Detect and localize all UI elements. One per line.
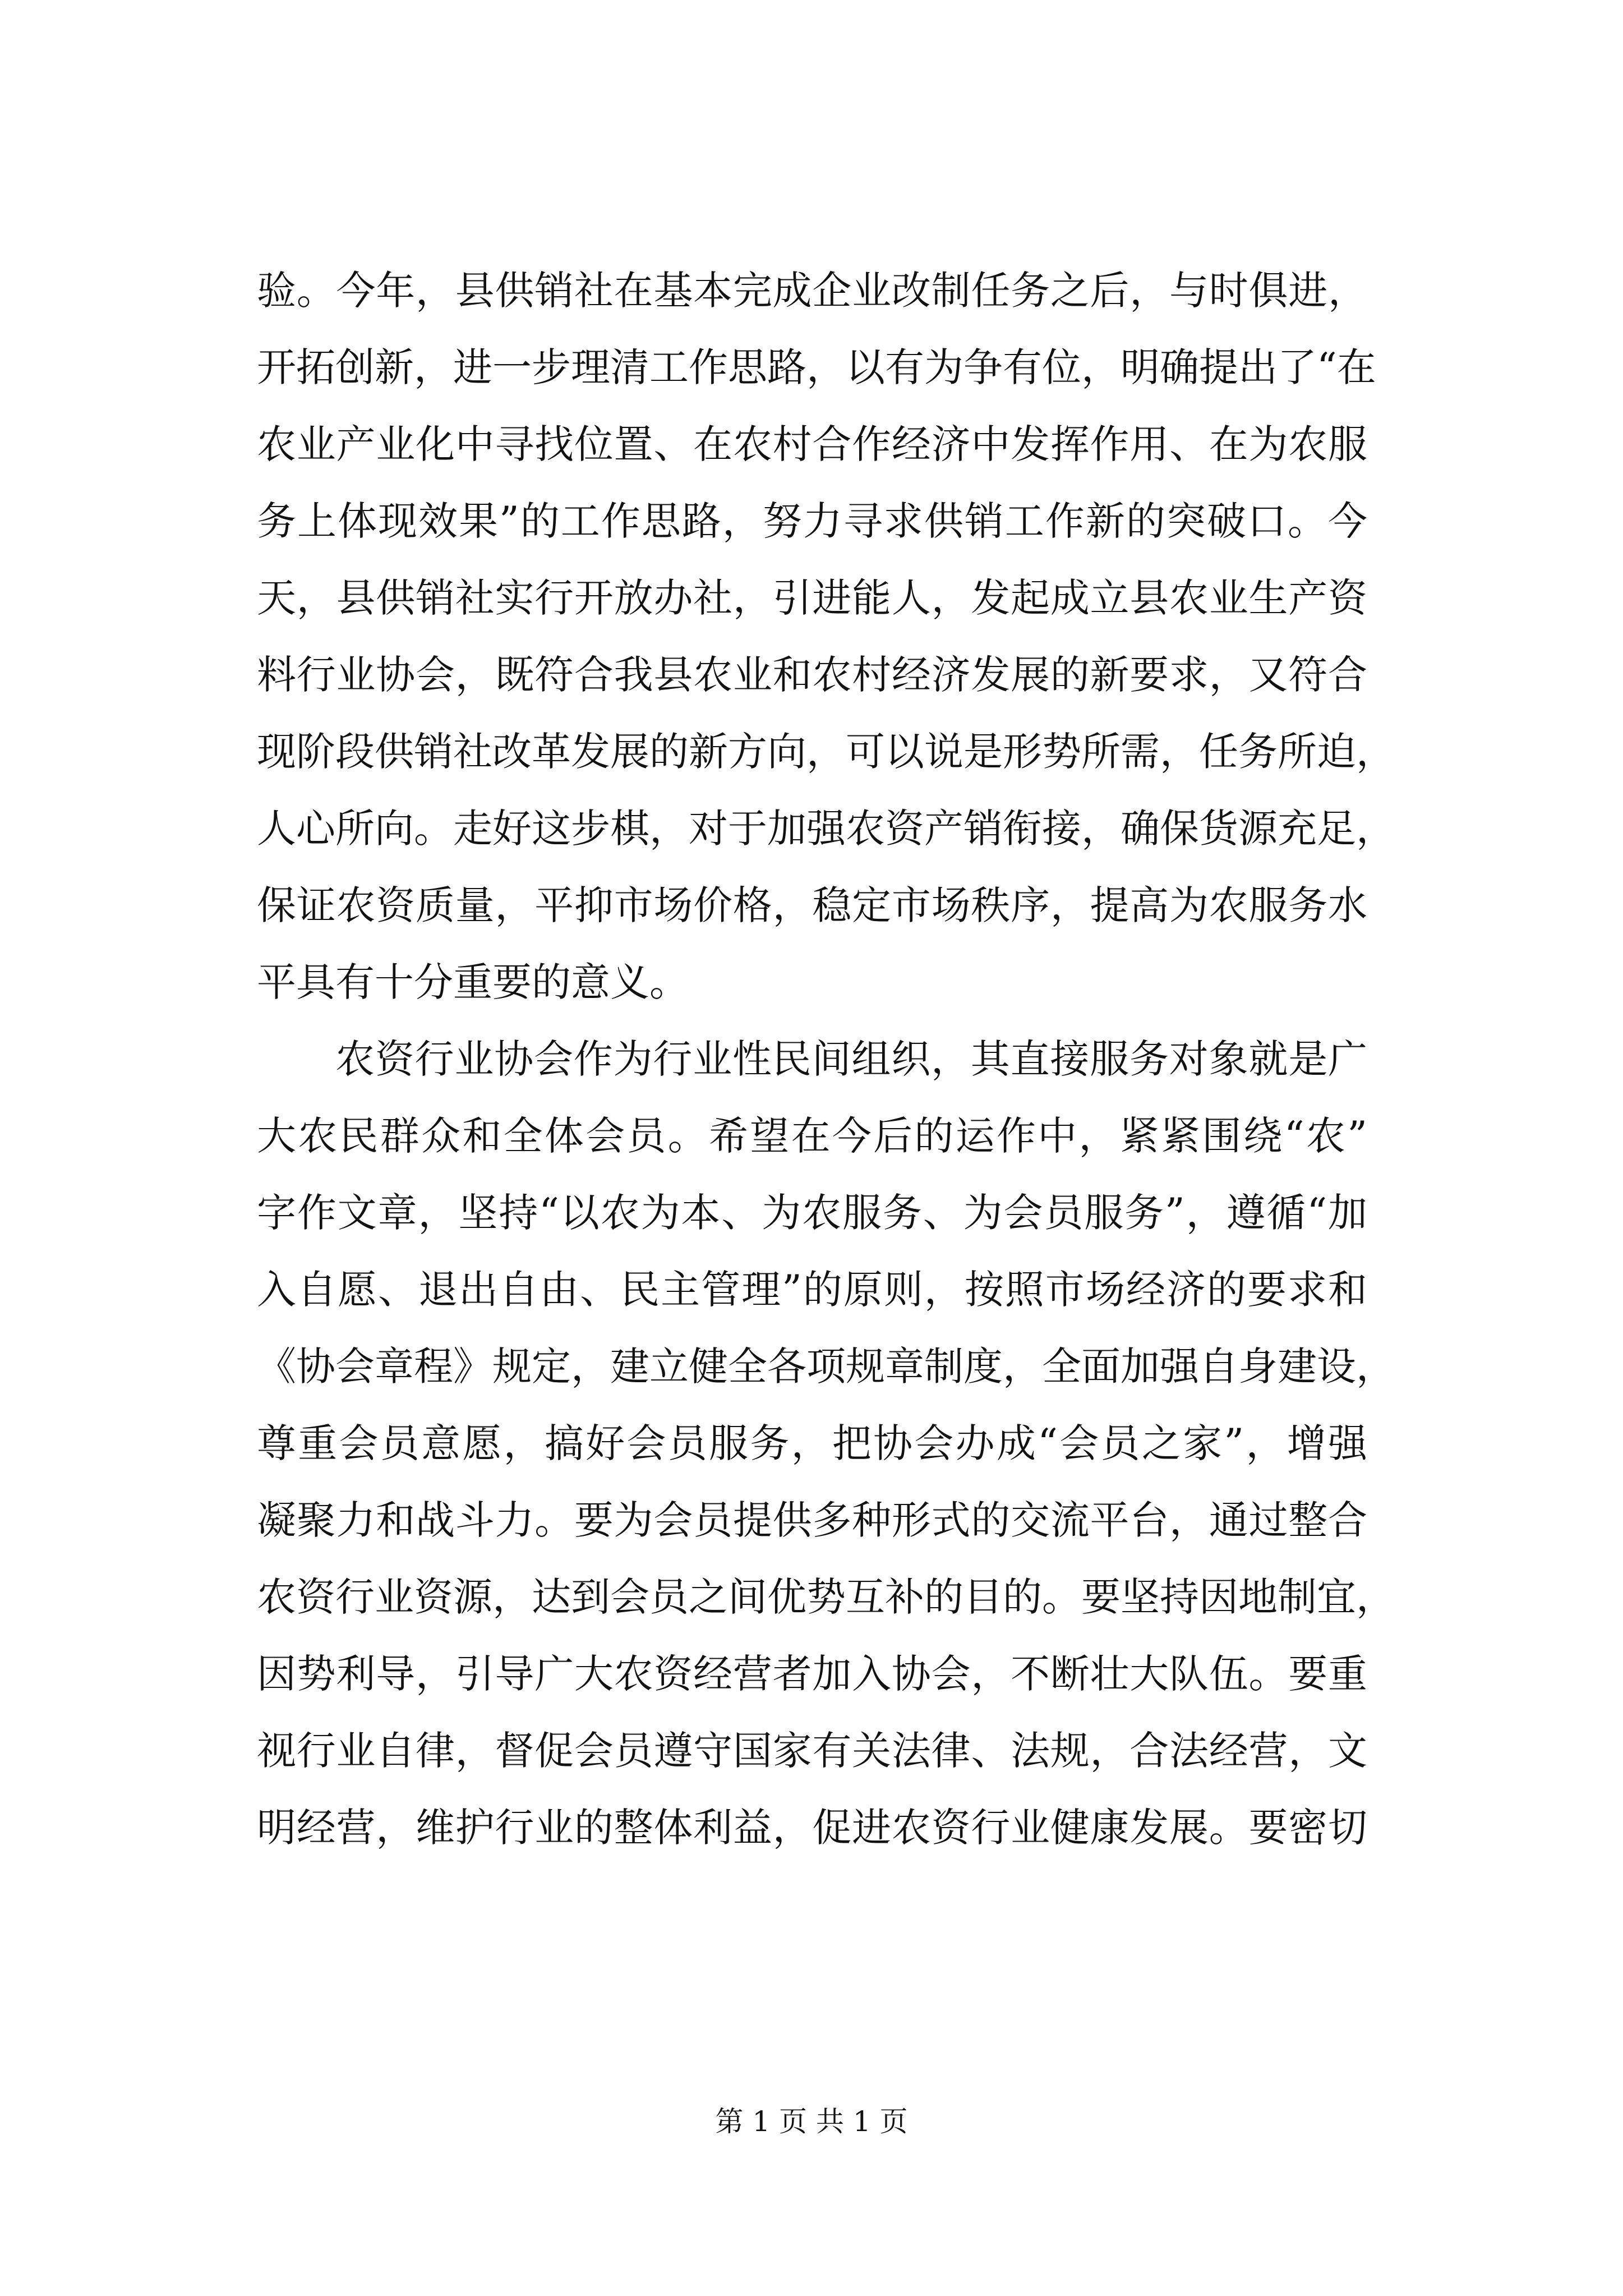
- text-line: 尊重会员意愿，搞好会员服务，把协会办成“会员之家”，增强: [257, 1420, 1367, 1466]
- text-line: 凝聚力和战斗力。要为会员提供多种形式的交流平台，通过整合: [257, 1497, 1367, 1543]
- text-line: 保证农资质量，平抑市场价格，稳定市场秩序，提高为农服务水: [257, 882, 1367, 928]
- text-line: 视行业自律，督促会员遵守国家有关法律、法规，合法经营，文: [257, 1728, 1367, 1774]
- text-line: 务上体现效果”的工作思路，努力寻求供销工作新的突破口。今: [257, 498, 1367, 544]
- text-line: 开拓创新，进一步理清工作思路，以有为争有位，明确提出了“在: [257, 344, 1376, 390]
- text-line: 料行业协会，既符合我县农业和农村经济发展的新要求，又符合: [257, 652, 1367, 698]
- text-line: 明经营，维护行业的整体利益，促进农资行业健康发展。要密切: [257, 1805, 1367, 1851]
- text-line: 天，县供销社实行开放办社，引进能人，发起成立县农业生产资: [257, 575, 1367, 621]
- text-line: 农资行业协会作为行业性民间组织，其直接服务对象就是广: [335, 1036, 1367, 1082]
- text-line: 大农民群众和全体会员。希望在今后的运作中，紧紧围绕“农”: [257, 1113, 1367, 1159]
- text-line: 《协会章程》规定，建立健全各项规章制度，全面加强自身建设，: [257, 1343, 1395, 1389]
- text-line: 平具有十分重要的意义。: [257, 959, 689, 1005]
- page-footer: 第 1 页 共 1 页: [715, 2105, 908, 2138]
- paragraph-1: [257, 252, 1395, 1021]
- text-line: 人心所向。走好这步棋，对于加强农资产销衔接，确保货源充足，: [257, 806, 1395, 852]
- text-line: 现阶段供销社改革发展的新方向，可以说是形势所需，任务所迫，: [257, 729, 1395, 775]
- body-text: [257, 252, 1395, 1866]
- text-line: 字作文章，坚持“以农为本、为农服务、为会员服务”，遵循“加: [257, 1190, 1367, 1236]
- paragraph-2: [257, 1021, 1395, 1866]
- text-line: 入自愿、退出自由、民主管理”的原则，按照市场经济的要求和: [257, 1267, 1367, 1313]
- text-line: 因势利导，引导广大农资经营者加入协会，不断壮大队伍。要重: [257, 1651, 1367, 1697]
- text-line: 农业产业化中寻找位置、在农村合作经济中发挥作用、在为农服: [257, 421, 1367, 467]
- text-line: 验。今年，县供销社在基本完成企业改制任务之后，与时俱进，: [257, 268, 1367, 314]
- text-line: 农资行业资源，达到会员之间优势互补的目的。要坚持因地制宜，: [257, 1574, 1395, 1620]
